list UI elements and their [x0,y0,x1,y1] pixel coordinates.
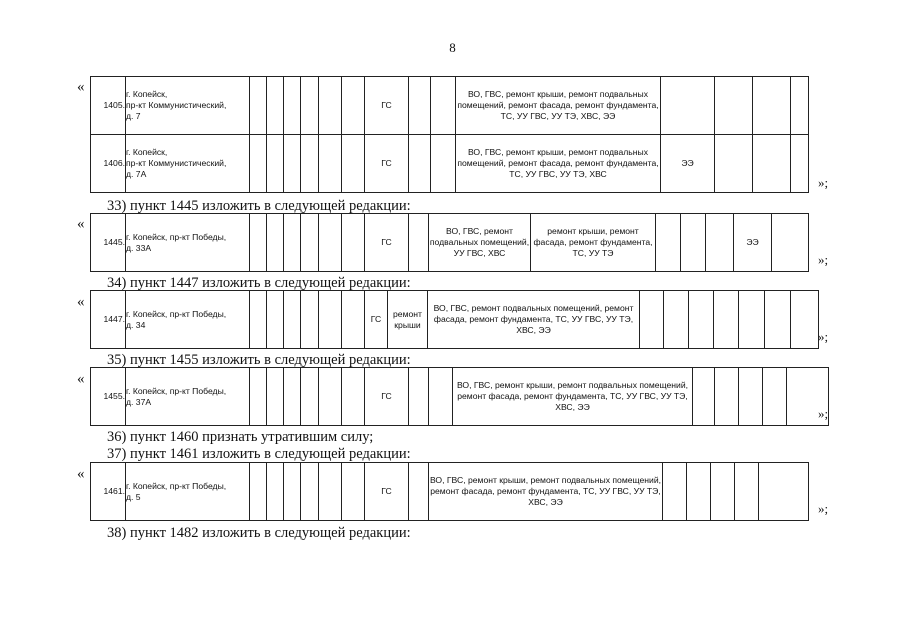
address: г. Копейск, пр-кт Победы, д. 37А [126,368,250,426]
open-quote: « [77,466,85,482]
open-quote: « [77,79,85,95]
instruction-35: 35) пункт 1455 изложить в следующей редакции: [107,352,411,368]
table-items-1405-1406 [90,76,809,193]
ee-cell [661,77,715,135]
address: г. Копейск, пр-кт Коммунистический, д. 7А [126,135,250,193]
works-cell: ВО, ГВС, ремонт подвальных помещений, ремонт фасада, ремонт фундамента, ТС, УУ ГВС, УУ ТЭ, ХВС, ЭЭ [428,291,640,349]
works-cell: ВО, ГВС, ремонт крыши, ремонт подвальных помещений, ремонт фасада, ремонт фундамента, ТС, УУ ГВС, УУ ТЭ, ХВС, ЭЭ [453,368,693,426]
row-number: 1461. [91,463,126,521]
instruction-38: 38) пункт 1482 изложить в следующей редакции: [107,525,411,541]
address: г. Копейск, пр-кт Коммунистический, д. 7 [126,77,250,135]
table-row [91,77,809,135]
gs-cell: ГС [365,214,409,272]
works-cell: ВО, ГВС, ремонт крыши, ремонт подвальных помещений, ремонт фасада, ремонт фундамента, ТС, УУ ГВС, УУ ТЭ, ХВС, ЭЭ [429,463,663,521]
table-item-1445 [90,213,809,272]
instruction-37: 37) пункт 1461 изложить в следующей редакции: [107,446,411,462]
table-row [91,463,809,521]
open-quote: « [77,371,85,387]
table-item-1455 [90,367,829,426]
works-cell: ВО, ГВС, ремонт крыши, ремонт подвальных помещений, ремонт фасада, ремонт фундамента, ТС, УУ ГВС, УУ ТЭ, ХВС, ЭЭ [456,77,661,135]
gs-cell: ГС [365,368,409,426]
table-row [91,368,829,426]
close-quote: »; [818,175,829,190]
address: г. Копейск, пр-кт Победы, д. 33А [126,214,250,272]
open-quote: « [77,294,85,310]
table-row [91,214,809,272]
close-quote: »; [818,501,829,516]
page-number: 8 [449,40,456,55]
row-number: 1447. [91,291,126,349]
instruction-36: 36) пункт 1460 признать утратившим силу; [107,429,374,445]
table-item-1447 [90,290,819,349]
instruction-33: 33) пункт 1445 изложить в следующей редакции: [107,198,411,214]
ee-cell: ЭЭ [661,135,715,193]
roof-cell: ремонт крыши [388,291,428,349]
gs-cell: ГС [365,291,388,349]
address: г. Копейск, пр-кт Победы, д. 5 [126,463,250,521]
close-quote: »; [818,406,829,421]
gs-cell: ГС [365,463,409,521]
close-quote: »; [818,252,829,267]
ee-cell: ЭЭ [734,214,772,272]
row-number: 1406. [91,135,126,193]
works-cell-1: ВО, ГВС, ремонт подвальных помещений, УУ ГВС, ХВС [429,214,531,272]
works-cell-2: ремонт крыши, ремонт фасада, ремонт фундамента, ТС, УУ ТЭ [531,214,656,272]
open-quote: « [77,216,85,232]
row-number: 1405. [91,77,126,135]
table-row [91,135,809,193]
gs-cell: ГС [365,77,409,135]
address: г. Копейск, пр-кт Победы, д. 34 [126,291,250,349]
table-item-1461 [90,462,809,521]
row-number: 1455. [91,368,126,426]
close-quote: »; [818,329,829,344]
table-row [91,291,819,349]
gs-cell: ГС [365,135,409,193]
works-cell: ВО, ГВС, ремонт крыши, ремонт подвальных помещений, ремонт фасада, ремонт фундамента, ТС, УУ ГВС, УУ ТЭ, ХВС [456,135,661,193]
instruction-34: 34) пункт 1447 изложить в следующей редакции: [107,275,411,291]
row-number: 1445. [91,214,126,272]
